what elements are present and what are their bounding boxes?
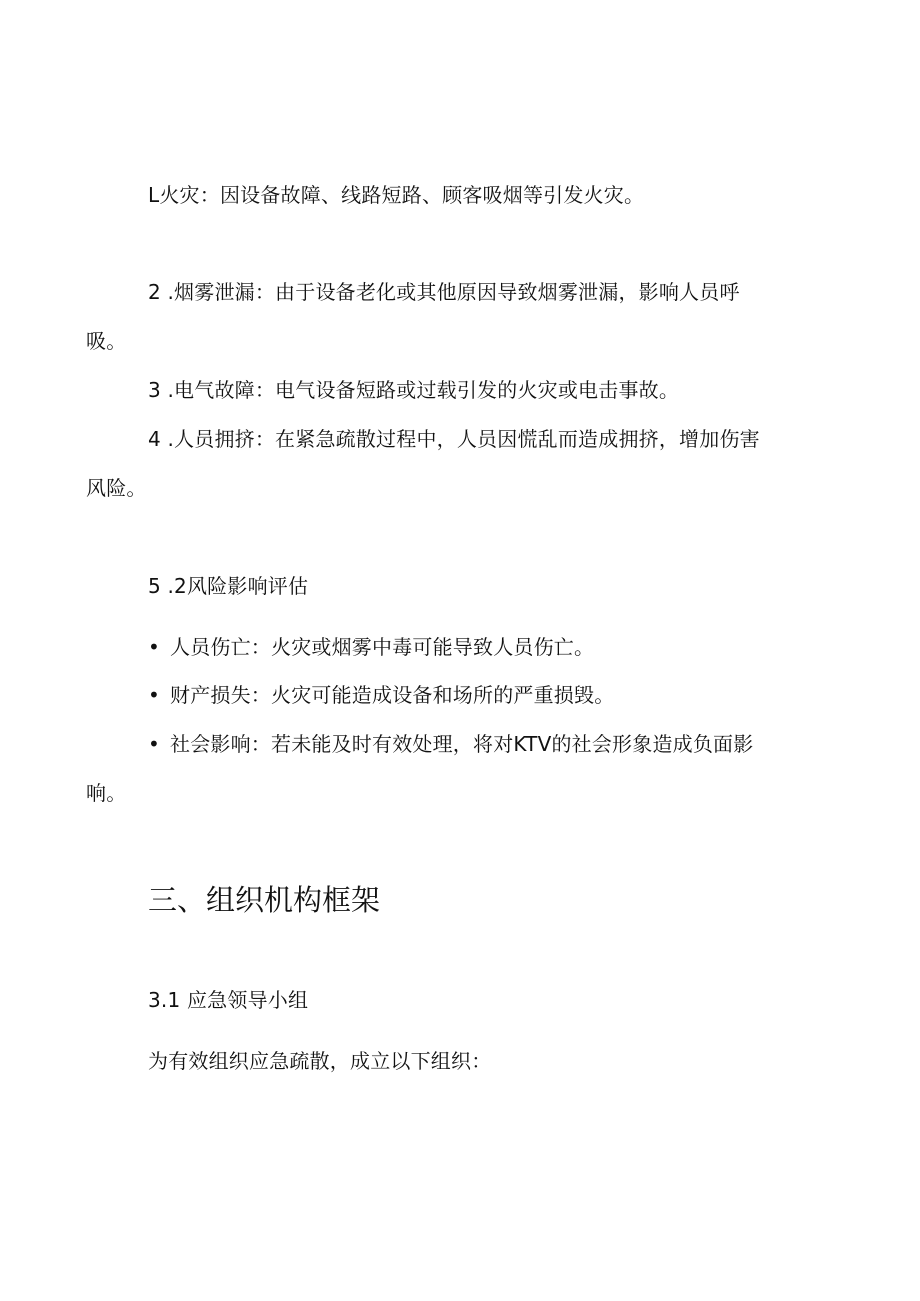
impact-heading: 5 .2风险影响评估: [148, 574, 309, 598]
intro-paragraph: 为有效组织应急疏散，成立以下组织：: [148, 1049, 492, 1073]
impact-bullet-text: 财产损失：火灾可能造成设备和场所的严重损毁。: [170, 683, 615, 707]
bullet-icon: •: [148, 683, 160, 707]
impact-bullet-casualties: [148, 635, 594, 659]
section-title: 三、组织机构框架: [148, 883, 381, 917]
sub-heading: 3.1 应急领导小组: [148, 988, 309, 1012]
risk-item-smoke-line1: 2 .烟雾泄漏：由于设备老化或其他原因导致烟雾泄漏，影响人员呼: [148, 280, 740, 304]
risk-item-crowding-line1: 4 .人员拥挤：在紧急疏散过程中，人员因慌乱而造成拥挤，增加伤害: [148, 427, 760, 451]
risk-item-smoke-line2: 吸。: [86, 329, 127, 353]
bullet-icon: •: [148, 635, 160, 659]
impact-bullet-social: [148, 732, 753, 756]
risk-item-electrical: 3 .电气故障：电气设备短路或过载引发的火灾或电击事故。: [148, 378, 680, 402]
impact-bullet-text: 人员伤亡：火灾或烟雾中毒可能导致人员伤亡。: [170, 635, 595, 659]
impact-bullet-property: [148, 683, 614, 707]
risk-item-crowding-line2: 风险。: [86, 476, 147, 500]
bullet-icon: •: [148, 732, 160, 756]
risk-item-fire: L火灾：因设备故障、线路短路、顾客吸烟等引发火灾。: [148, 183, 645, 207]
impact-bullet-social-continuation: 响。: [86, 781, 127, 805]
impact-bullet-text: 社会影响：若未能及时有效处理，将对KTV的社会形象造成负面影: [170, 732, 754, 756]
